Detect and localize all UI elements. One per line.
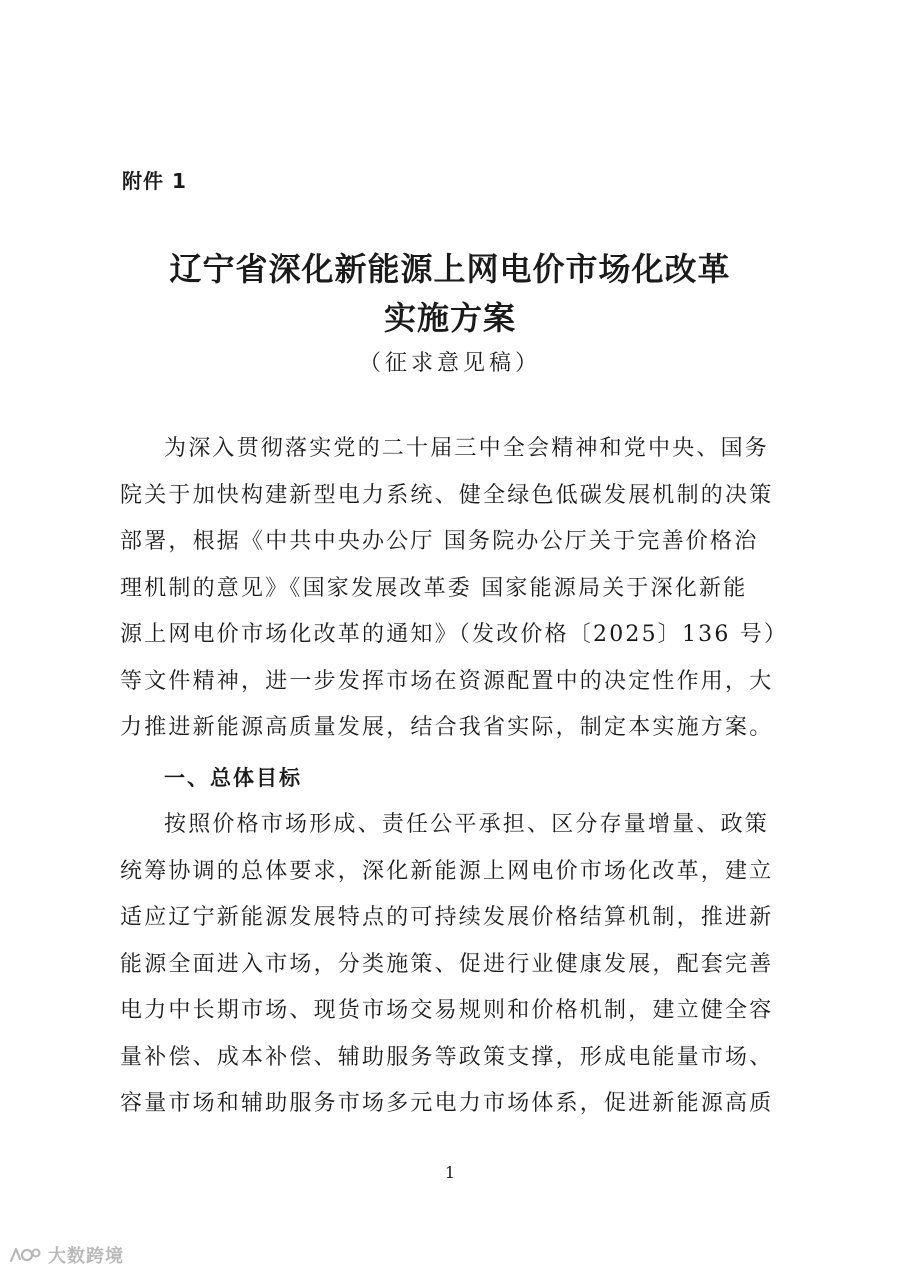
text-line: 理机制的意见》《国家发展改革委 国家能源局关于深化新能: [120, 575, 748, 601]
text-line: 为深入贯彻落实党的二十届三中全会精神和党中央、国务: [164, 436, 770, 461]
text-line: 量补偿、成本补偿、辅助服务等政策支撑，形成电能量市场、: [120, 1044, 774, 1070]
watermark-text: 大数跨境: [48, 1246, 124, 1267]
text-line: 统筹协调的总体要求，深化新能源上网电价市场化改革，建立: [120, 858, 774, 884]
text-line: 按照价格市场形成、责任公平承担、区分存量增量、政策: [164, 812, 770, 837]
text-line: 适应辽宁新能源发展特点的可持续发展价格结算机制，推进新: [120, 905, 774, 930]
watermark: [8, 1243, 124, 1267]
page-number: 1: [444, 1163, 456, 1182]
document-title-line-2: 实施方案: [383, 299, 516, 337]
text-line: 等文件精神，进一步发挥市场在资源配置中的决定性作用，大: [120, 668, 774, 694]
text-line: 容量市场和辅助服务市场多元电力市场体系，促进新能源高质: [120, 1091, 774, 1116]
intro-paragraph: [120, 426, 789, 752]
logo-icon: [8, 1245, 42, 1265]
document-title-line-1: 辽宁省深化新能源上网电价市场化改革: [169, 250, 731, 288]
attachment-label: 附件 1: [122, 169, 187, 193]
section-heading: 一、总体目标: [164, 766, 302, 790]
text-line: 能源全面进入市场，分类施策、促进行业健康发展，配套完善: [120, 951, 774, 977]
text-line: 电力中长期市场、现货市场交易规则和价格机制，建立健全容: [120, 998, 774, 1023]
text-line: 力推进新能源高质量发展，结合我省实际，制定本实施方案。: [120, 715, 774, 740]
text-line: 院关于加快构建新型电力系统、健全绿色低碳发展机制的决策: [120, 482, 774, 508]
document-subtitle: （征求意见稿）: [358, 351, 541, 376]
section-paragraph: [120, 802, 780, 1128]
text-line: 部署，根据《中共中央办公厅 国务院办公厅关于完善价格治: [120, 529, 759, 554]
text-line: 源上网电价市场化改革的通知》（发改价格〔2025〕136 号）: [120, 622, 789, 647]
